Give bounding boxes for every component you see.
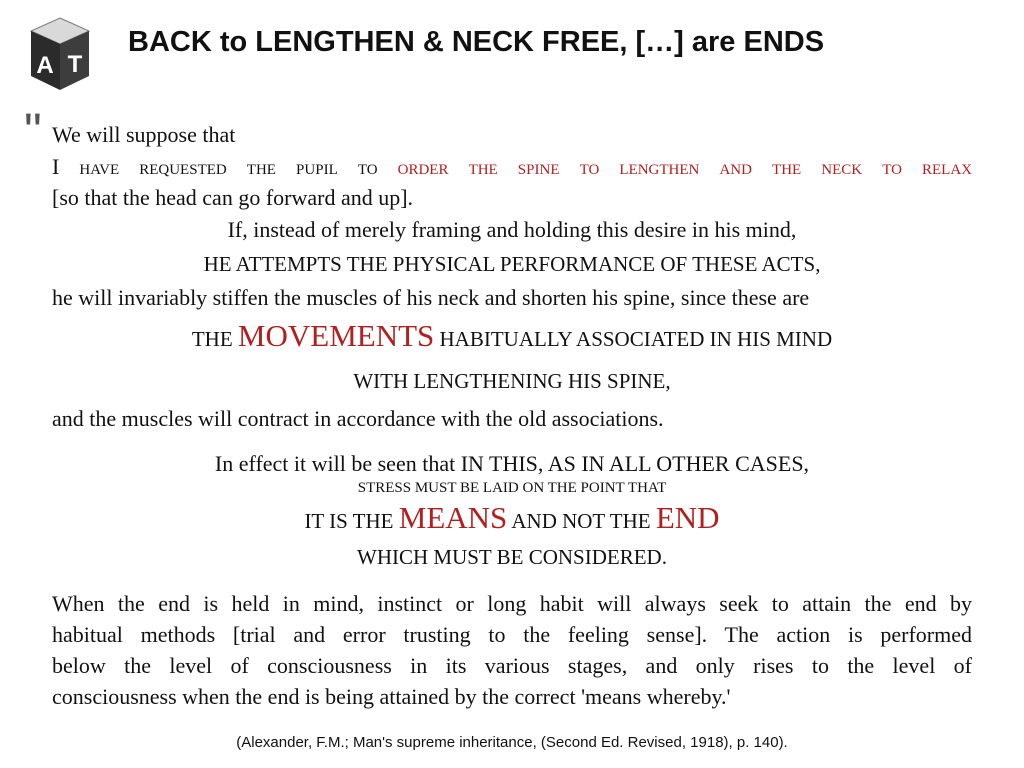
quote-passage: [52, 120, 972, 712]
passage-text: IT IS THE: [304, 509, 394, 533]
passage-line: [52, 497, 972, 542]
passage-highlight-means: MEANS: [398, 500, 508, 535]
logo-letter-a: A: [36, 52, 54, 79]
passage-text: THE: [191, 327, 233, 351]
passage-line: consciousness when the end is being attained by the correct 'means whereby.': [52, 684, 731, 709]
cube-logo-icon: [27, 14, 93, 92]
passage-text: AND NOT THE: [511, 509, 651, 533]
passage-line: habitual methods [trial and error trusting to the feeling sense]. The action is performed: [52, 622, 972, 647]
passage-highlight-movements: MOVEMENTS: [237, 318, 435, 353]
passage-line: below the level of consciousness in its various stages, and only rises to the level of: [52, 653, 972, 678]
passage-smallcaps: I have requested the pupil to: [52, 154, 378, 179]
passage-line: If, instead of merely framing and holding this desire in his mind,: [227, 217, 797, 242]
citation: (Alexander, F.M.; Man's supreme inheritance, (Second Ed. Revised, 1918), p. 140).: [236, 734, 788, 751]
passage-line: [52, 150, 972, 183]
passage-text: HABITUALLY ASSOCIATED IN HIS MIND: [439, 327, 833, 351]
passage-line: and the muscles will contract in accordance with the old associations.: [52, 406, 664, 431]
passage-line: When the end is held in mind, instinct or long habit will always seek to attain the end by: [52, 591, 972, 616]
passage-line: We will suppose that: [52, 122, 236, 147]
at-logo: [27, 14, 93, 92]
logo-letter-t: T: [67, 51, 83, 78]
passage-highlight-end: END: [655, 500, 720, 535]
passage-line: In effect it will be seen that IN THIS, AS IN ALL OTHER CASES,: [214, 451, 810, 476]
passage-line: WHICH MUST BE CONSIDERED.: [357, 545, 667, 569]
passage-line: HE ATTEMPTS THE PHYSICAL PERFORMANCE OF THESE ACTS,: [203, 252, 821, 276]
passage-line: WITH LENGTHENING HIS SPINE,: [353, 369, 671, 393]
passage-line: STRESS MUST BE LAID ON THE POINT THAT: [357, 480, 667, 496]
passage-highlight: order the spine to lengthen and the neck to relax: [397, 154, 973, 179]
quote-mark: ": [24, 103, 42, 159]
passage-line: [52, 315, 972, 360]
passage-line: [so that the head can go forward and up].: [52, 185, 414, 210]
passage-line: he will invariably stiffen the muscles of his neck and shorten his spine, since these are: [52, 285, 810, 310]
page-title: BACK to LENGTHEN & NECK FREE, […] are ENDS: [128, 26, 825, 58]
